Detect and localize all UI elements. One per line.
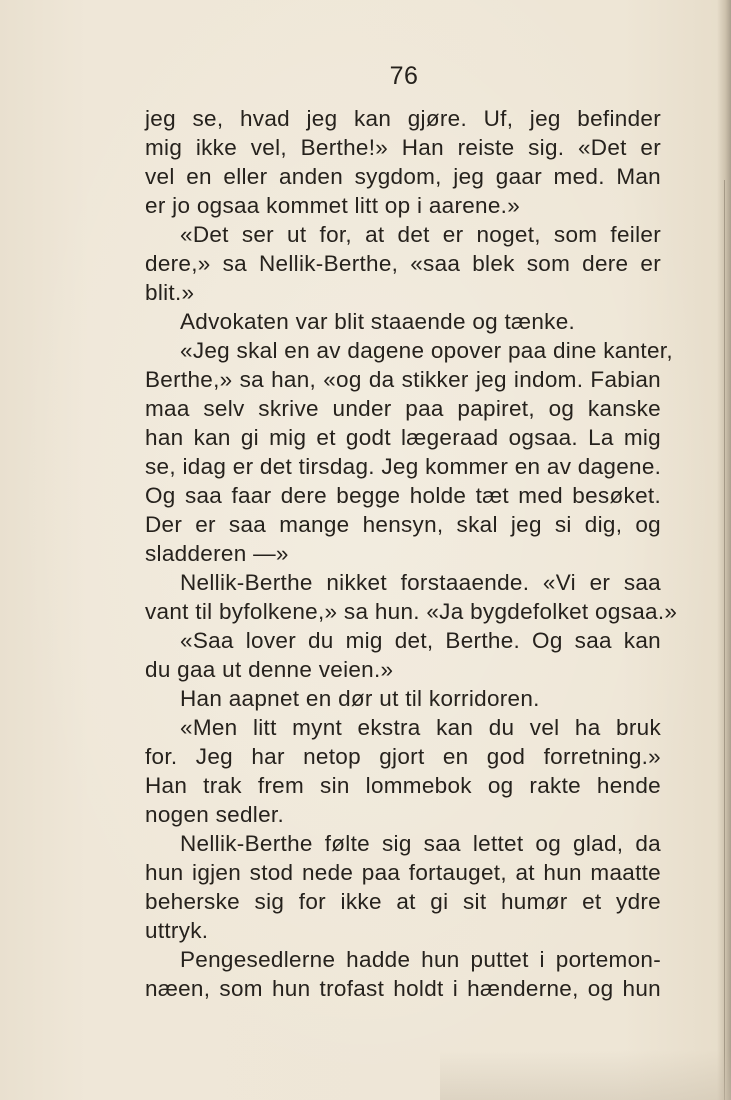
text-line: Der er saa mange hensyn, skal jeg si dig, og <box>145 512 661 537</box>
page-bottom-shading <box>440 1050 731 1100</box>
text-line: Berthe,» sa han, «og da stikker jeg indom. Fabian <box>145 367 661 392</box>
text-line: Pengesedlerne hadde hun puttet i portemon- <box>180 947 661 972</box>
text-line: se, idag er det tirsdag. Jeg kommer en av dagene. <box>145 454 662 479</box>
text-line: mig ikke vel, Berthe!» Han reiste sig. «Det er <box>145 135 661 160</box>
text-line: maa selv skrive under paa papiret, og kanske <box>145 396 661 421</box>
text-line: uttryk. <box>145 918 209 943</box>
text-line: «Det ser ut for, at det er noget, som feiler <box>180 222 661 247</box>
text-line: næen, som hun trofast holdt i hænderne, og hun <box>145 976 661 1001</box>
text-line: blit.» <box>145 280 195 305</box>
page-edge-line <box>724 180 725 1100</box>
text-line: er jo ogsaa kommet litt op i aarene.» <box>145 193 521 218</box>
text-line: jeg se, hvad jeg kan gjøre. Uf, jeg befinder <box>145 106 661 131</box>
text-line: Nellik-Berthe nikket forstaaende. «Vi er saa <box>180 570 661 595</box>
text-line: Nellik-Berthe følte sig saa lettet og glad, da <box>180 831 661 856</box>
page-number: 76 <box>389 62 419 90</box>
text-line: Advokaten var blit staaende og tænke. <box>180 309 576 334</box>
text-line: beherske sig for ikke at gi sit humør et ydre <box>145 889 661 914</box>
text-line: «Jeg skal en av dagene opover paa dine kanter, <box>180 338 673 363</box>
text-line: du gaa ut denne veien.» <box>145 657 394 682</box>
text-line: «Saa lover du mig det, Berthe. Og saa kan <box>180 628 661 653</box>
text-line: Han aapnet en dør ut til korridoren. <box>180 686 540 711</box>
text-line: for. Jeg har netop gjort en god forretning.» <box>145 744 661 769</box>
text-line: dere,» sa Nellik-Berthe, «saa blek som dere er <box>145 251 661 276</box>
text-line: sladderen —» <box>145 541 289 566</box>
text-line: nogen sedler. <box>145 802 285 827</box>
text-line: Han trak frem sin lommebok og rakte hende <box>145 773 661 798</box>
text-line: Og saa faar dere begge holde tæt med besøket. <box>145 483 661 508</box>
text-line: «Men litt mynt ekstra kan du vel ha bruk <box>180 715 661 740</box>
text-line: vel en eller anden sygdom, jeg gaar med. Man <box>145 164 661 189</box>
body-text <box>145 104 678 1003</box>
text-line: vant til byfolkene,» sa hun. «Ja bygdefolket ogsaa.» <box>145 599 678 624</box>
text-line: hun igjen stod nede paa fortauget, at hun maatte <box>145 860 661 885</box>
text-line: han kan gi mig et godt lægeraad ogsaa. La mig <box>145 425 661 450</box>
